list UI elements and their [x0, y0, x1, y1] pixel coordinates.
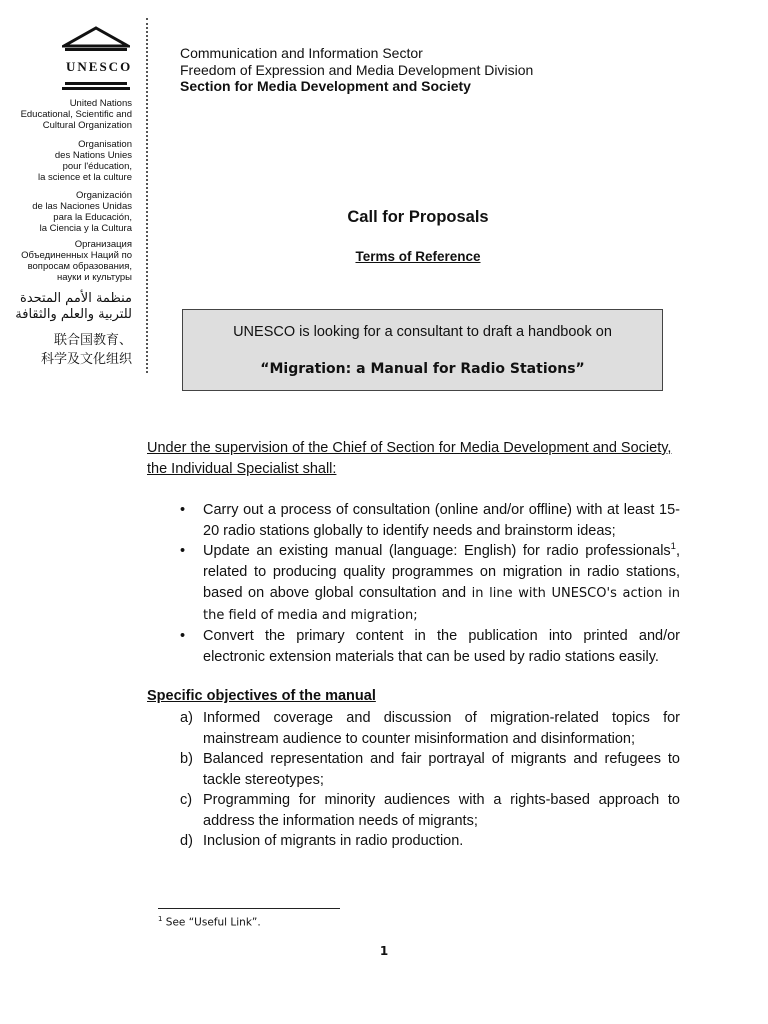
list-item: • Update an existing manual (language: English) for radio professionals$^1$, related to producing quality programmes on migration in radio stations, based on above global consultation and in line with UNESCO's action in the field of media and migration;: [180, 541, 680, 623]
list-item: c) Programming for minority audiences with a rights-based approach to address the information needs of migrants;: [180, 792, 680, 829]
org-name-spanish: Organización de las Naciones Unidas para la Educación, la Ciencia y la Cultura: [32, 190, 132, 234]
org-name-english: United Nations Educational, Scientific and Cultural Organization: [20, 98, 132, 131]
task-list: [180, 500, 680, 668]
footnote-ref: 1: [670, 541, 676, 553]
unesco-logo: [62, 26, 133, 92]
org-name-russian: Организация Объединенных Наций по вопросам образования, науки и культуры: [21, 239, 132, 283]
announcement-box: [182, 309, 663, 391]
list-item: a) Informed coverage and discussion of migration-related topics for mainstream audience to counter misinformation and disinformation;: [180, 710, 680, 747]
page-number: 1: [379, 944, 389, 958]
org-name-arabic: منظمة الأمم المتحدة للتربية والعلم والثقافة: [15, 291, 132, 322]
bullet-icon: •: [180, 543, 186, 560]
list-item: • Convert the primary content in the publication into printed and/or electronic extension materials that can be used by radio stations easily.: [180, 628, 680, 665]
bullet-icon: •: [180, 628, 186, 645]
letterhead: [180, 45, 533, 95]
header-sector: Communication and Information Sector: [180, 45, 423, 61]
bullet-icon: •: [180, 502, 186, 518]
org-name-french: Organisation des Nations Unies pour l'éducation, la science et la culture: [38, 139, 132, 183]
intro-paragraph: Under the supervision of the Chief of Section for Media Development and Society, the Individual Specialist shall:: [147, 440, 672, 477]
dotted-divider: [146, 18, 148, 373]
list-item: b) Balanced representation and fair portrayal of migrants and refugees to tackle stereotypes;: [180, 751, 680, 788]
header-division: Freedom of Expression and Media Development Division: [180, 61, 534, 78]
list-item: • Carry out a process of consultation (online and/or offline) with at least 15-20 radio stations globally to identify needs and brainstorm ideas;: [180, 502, 680, 539]
footnote: $^1$ See “Useful Link”.: [158, 915, 261, 929]
page-subtitle: Terms of Reference: [355, 249, 481, 264]
org-name-chinese: 联合国教育、 科学及文化组织: [40, 333, 132, 367]
manual-title: “Migration: a Manual for Radio Stations”: [260, 361, 585, 377]
objectives-heading: Specific objectives of the manual: [147, 688, 376, 704]
page-title: Call for Proposals: [347, 208, 489, 226]
announcement-text: UNESCO is looking for a consultant to draft a handbook on: [233, 324, 612, 340]
unesco-wordmark: UNESCO: [66, 59, 133, 74]
footnote-separator: [158, 908, 340, 909]
header-section: Section for Media Development and Society: [180, 78, 471, 94]
objectives-list: [180, 708, 680, 852]
list-item: d) Inclusion of migrants in radio production.: [180, 833, 464, 849]
